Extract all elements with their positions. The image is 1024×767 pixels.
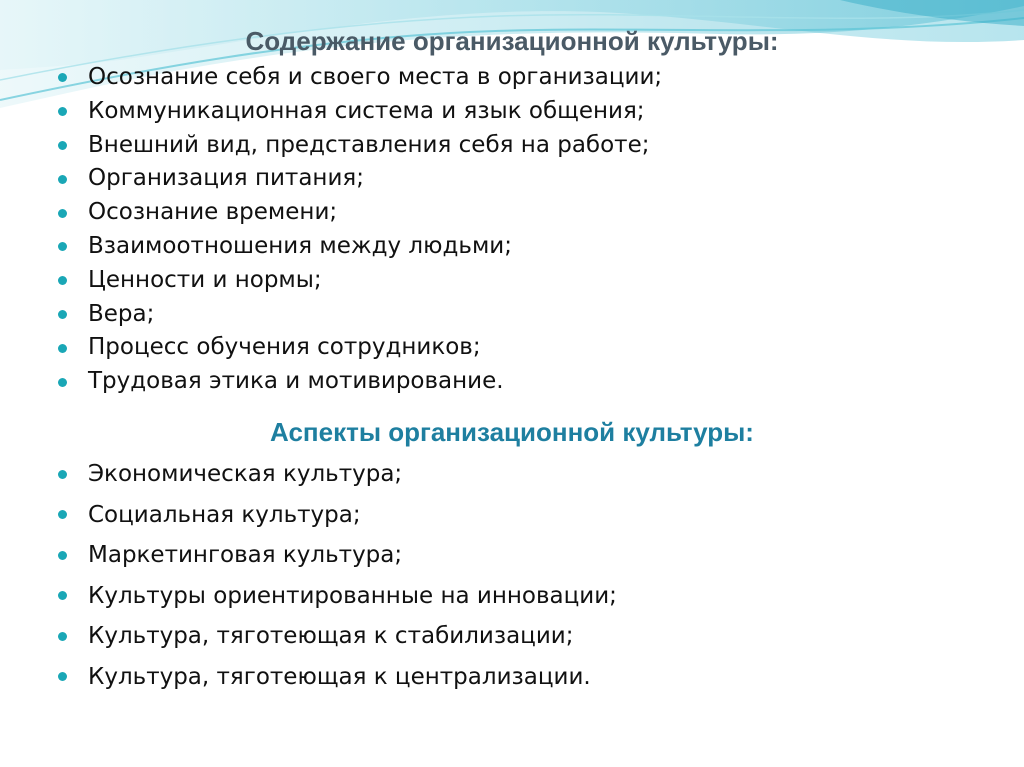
content-item: Коммуникационная система и язык общения; — [56, 95, 662, 129]
content-list — [56, 61, 662, 399]
content-item: Осознание себя и своего места в организации; — [56, 61, 662, 95]
content-item: Вера; — [56, 298, 662, 332]
aspects-item: Экономическая культура; — [56, 454, 617, 495]
content-item: Ценности и нормы; — [56, 264, 662, 298]
content-item: Трудовая этика и мотивирование. — [56, 365, 662, 399]
content-item: Осознание времени; — [56, 196, 662, 230]
aspects-item: Маркетинговая культура; — [56, 535, 617, 576]
aspects-item: Социальная культура; — [56, 495, 617, 536]
aspects-list — [56, 454, 617, 697]
content-item: Организация питания; — [56, 162, 662, 196]
content-item: Процесс обучения сотрудников; — [56, 331, 662, 365]
content-item: Внешний вид, представления себя на работе; — [56, 129, 662, 163]
aspects-item: Культура, тяготеющая к стабилизации; — [56, 616, 617, 657]
aspects-item: Культуры ориентированные на инновации; — [56, 576, 617, 617]
aspects-item: Культура, тяготеющая к централизации. — [56, 657, 617, 698]
aspects-heading: Аспекты организационной культуры: — [270, 417, 754, 447]
content-heading: Содержание организационной культуры: — [245, 26, 779, 56]
content-item: Взаимоотношения между людьми; — [56, 230, 662, 264]
